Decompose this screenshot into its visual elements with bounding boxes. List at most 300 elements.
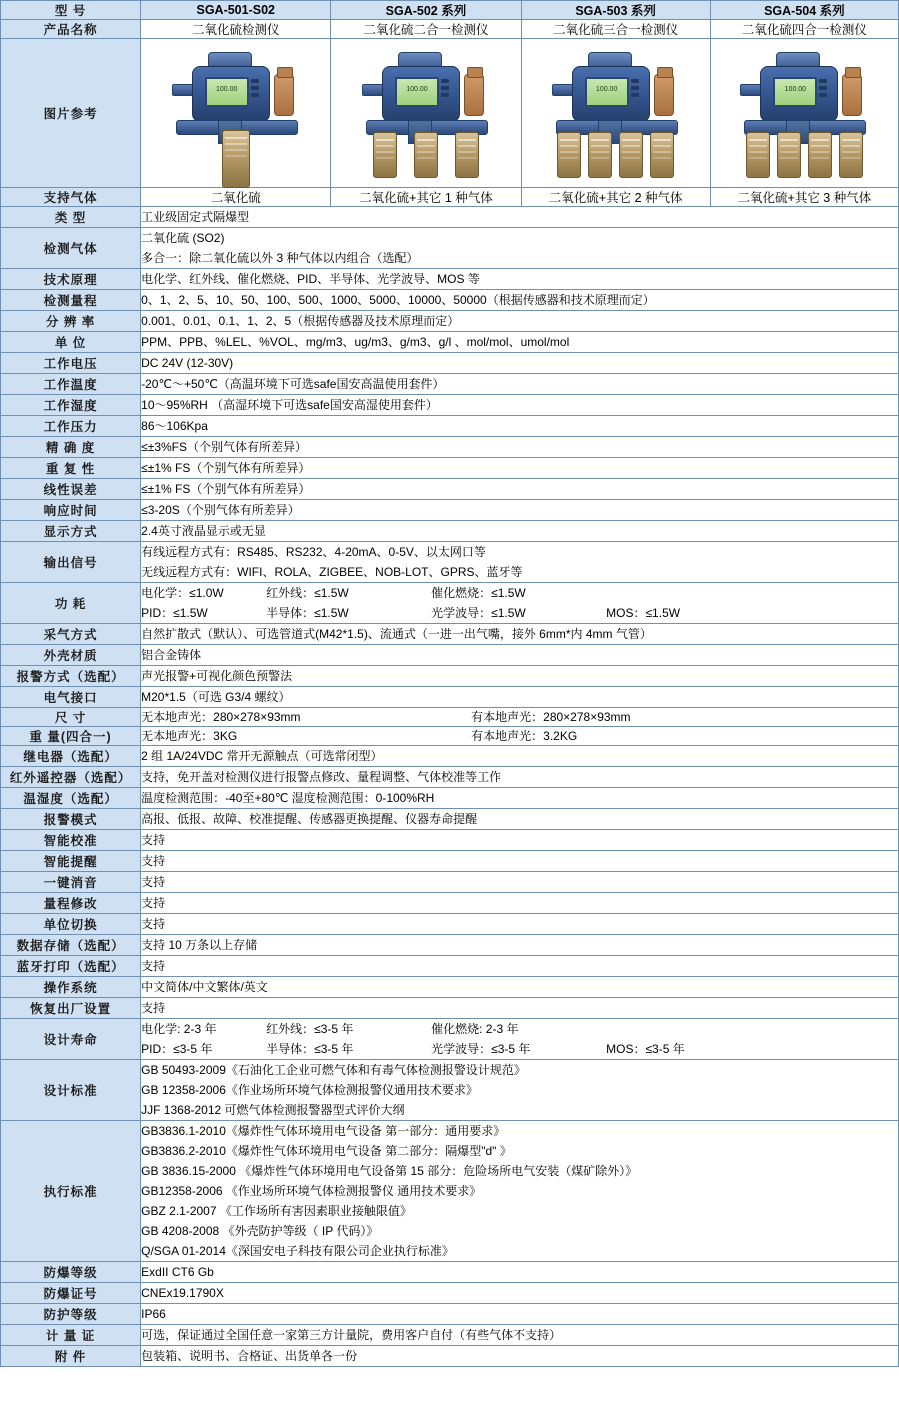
row-label: 附 件 xyxy=(1,1346,141,1367)
value-line: 2 组 1A/24VDC 常开无源触点（可选常闭型） xyxy=(141,749,383,763)
row-value xyxy=(141,479,898,499)
row-label: 线性误差 xyxy=(1,479,141,500)
row-value-cell xyxy=(141,479,899,500)
table-row xyxy=(1,666,899,687)
value-line: M20*1.5（可选 G3/4 螺纹） xyxy=(141,690,291,704)
value-line: GB 3836.15-2000 《爆炸性气体环境用电气设备第 15 部分：危险场所电气安装（煤矿除外）》 xyxy=(141,1164,638,1178)
sensor-probe xyxy=(839,132,863,178)
product-image-2 xyxy=(331,39,521,188)
table-row-model xyxy=(1,1,899,20)
support-gas-3: 二氧化硫+其它 2 种气体 xyxy=(521,188,710,207)
row-label: 工作温度 xyxy=(1,374,141,395)
device-alarm-horn xyxy=(274,74,294,116)
value-line: ≤±1% FS（个别气体有所差异） xyxy=(141,461,311,475)
row-value xyxy=(141,1346,898,1366)
row-label: 执行标准 xyxy=(1,1121,141,1262)
device-display-value: 100.00 xyxy=(595,86,618,93)
value-cell: 半导体：≤3-5 年 xyxy=(266,1042,354,1056)
row-value xyxy=(141,727,898,745)
value-line xyxy=(141,583,898,603)
value-line: -20℃～+50℃（高温环境下可选safe国安高温使用套件） xyxy=(141,377,445,391)
row-value xyxy=(141,521,898,541)
support-gas-4: 二氧化硫+其它 3 种气体 xyxy=(710,188,898,207)
value-line: 0、1、2、5、10、50、100、500、1000、5000、10000、50000（根据传感器和技术原理而定） xyxy=(141,293,655,307)
value-line: 0.001、0.01、0.1、1、2、5（根据传感器及技术原理而定） xyxy=(141,314,460,328)
row-value-cell xyxy=(141,727,899,746)
row-label: 数据存储（选配） xyxy=(1,935,141,956)
value-cell: 有本地声光：280×278×93mm xyxy=(471,710,631,724)
row-label: 输出信号 xyxy=(1,542,141,583)
row-value xyxy=(141,207,898,227)
value-cell: 催化燃烧：≤1.5W xyxy=(431,586,526,600)
device-display-icon xyxy=(585,77,629,107)
row-value xyxy=(141,269,898,289)
table-row xyxy=(1,207,899,228)
value-line: Q/SGA 01-2014《深国安电子科技有限公司企业执行标准》 xyxy=(141,1244,454,1258)
row-value-cell xyxy=(141,767,899,788)
device-alarm-horn xyxy=(842,74,862,116)
value-line: 支持 xyxy=(141,854,166,868)
row-value-cell xyxy=(141,353,899,374)
device-illustration xyxy=(346,44,506,182)
row-label: 显示方式 xyxy=(1,521,141,542)
row-label: 工作电压 xyxy=(1,353,141,374)
row-label: 单位切换 xyxy=(1,914,141,935)
row-value-cell xyxy=(141,542,899,583)
value-cell: 红外线：≤1.5W xyxy=(266,586,349,600)
row-value-cell xyxy=(141,1304,899,1325)
row-value xyxy=(141,977,898,997)
device-illustration xyxy=(724,44,884,182)
row-label: 操作系统 xyxy=(1,977,141,998)
row-label: 尺 寸 xyxy=(1,708,141,727)
device-display-value: 100.00 xyxy=(784,86,807,93)
value-cell: 红外线：≤3-5 年 xyxy=(266,1022,354,1036)
row-label: 工作湿度 xyxy=(1,395,141,416)
table-row xyxy=(1,395,899,416)
row-label: 温湿度（选配） xyxy=(1,788,141,809)
device-buttons xyxy=(819,79,831,100)
row-value-cell xyxy=(141,207,899,228)
table-row xyxy=(1,1283,899,1304)
row-value-cell xyxy=(141,521,899,542)
table-row xyxy=(1,851,899,872)
product-image-4 xyxy=(710,39,898,188)
product-image-1 xyxy=(141,39,331,188)
row-value-cell xyxy=(141,395,899,416)
table-row xyxy=(1,1325,899,1346)
value-line: 支持 xyxy=(141,896,166,910)
row-label: 支持气体 xyxy=(1,188,141,207)
row-value xyxy=(141,1121,898,1261)
row-label: 报警模式 xyxy=(1,809,141,830)
row-value xyxy=(141,1325,898,1345)
table-row xyxy=(1,290,899,311)
row-value-cell xyxy=(141,583,899,624)
row-label: 红外遥控器（选配） xyxy=(1,767,141,788)
model-header-4: SGA-504 系列 xyxy=(710,1,898,20)
table-row xyxy=(1,830,899,851)
row-value-cell xyxy=(141,437,899,458)
row-value xyxy=(141,624,898,644)
row-value xyxy=(141,416,898,436)
value-cell: 光学波导：≤1.5W xyxy=(431,606,526,620)
row-value xyxy=(141,645,898,665)
row-value-cell xyxy=(141,956,899,977)
row-value xyxy=(141,1019,898,1059)
table-row xyxy=(1,645,899,666)
row-value-cell xyxy=(141,1283,899,1304)
device-buttons xyxy=(441,79,453,100)
product-name-3: 二氧化硫三合一检测仪 xyxy=(521,20,710,39)
row-label: 防爆等级 xyxy=(1,1262,141,1283)
product-name-2: 二氧化硫二合一检测仪 xyxy=(331,20,521,39)
value-line: 支持 xyxy=(141,917,166,931)
value-cell: PID：≤3-5 年 xyxy=(141,1042,213,1056)
table-row xyxy=(1,479,899,500)
table-row xyxy=(1,500,899,521)
device-display-value: 100.00 xyxy=(216,86,238,93)
value-cell: 光学波导：≤3-5 年 xyxy=(431,1042,531,1056)
device-display-value: 100.00 xyxy=(406,86,428,93)
table-row xyxy=(1,872,899,893)
row-label: 分 辨 率 xyxy=(1,311,141,332)
value-line: 10～95%RH （高湿环境下可选safe国安高湿使用套件） xyxy=(141,398,438,412)
sensor-group xyxy=(554,132,678,178)
row-value-cell xyxy=(141,666,899,687)
value-line: GBZ 2.1-2007 《工作场所有害因素职业接触限值》 xyxy=(141,1204,412,1218)
table-row xyxy=(1,788,899,809)
row-label: 电气接口 xyxy=(1,687,141,708)
value-line: GB 50493-2009《石油化工企业可燃气体和有毒气体检测报警设计规范》 xyxy=(141,1063,526,1077)
row-value xyxy=(141,332,898,352)
value-cell: 有本地声光：3.2KG xyxy=(471,729,578,743)
sensor-group xyxy=(174,130,298,188)
row-label: 一键消音 xyxy=(1,872,141,893)
row-value-cell xyxy=(141,228,899,269)
row-value xyxy=(141,1304,898,1324)
device-buttons xyxy=(251,79,263,100)
row-value xyxy=(141,311,898,331)
row-value xyxy=(141,583,898,623)
model-header-3: SGA-503 系列 xyxy=(521,1,710,20)
sensor-group xyxy=(364,132,488,178)
row-value xyxy=(141,830,898,850)
row-value xyxy=(141,542,898,582)
value-line: 高报、低报、故障、校准提醒、传感器更换提醒、仪器寿命提醒 xyxy=(141,812,478,826)
table-row xyxy=(1,727,899,746)
value-line: 86～106Kpa xyxy=(141,419,208,433)
row-value xyxy=(141,437,898,457)
value-line xyxy=(141,1019,898,1039)
value-cell: MOS：≤3-5 年 xyxy=(606,1042,685,1056)
row-label: 功 耗 xyxy=(1,583,141,624)
row-value xyxy=(141,1283,898,1303)
value-line: 支持 xyxy=(141,1001,166,1015)
value-line: 电化学、红外线、催化燃烧、PID、半导体、光学波导、MOS 等 xyxy=(141,272,480,286)
row-value-cell xyxy=(141,1019,899,1060)
table-row xyxy=(1,583,899,624)
value-cell: 电化学：≤1.0W xyxy=(141,586,224,600)
sensor-probe xyxy=(414,132,438,178)
table-row xyxy=(1,977,899,998)
table-row xyxy=(1,809,899,830)
value-line: GB12358-2006 《作业场所环境气体检测报警仪 通用技术要求》 xyxy=(141,1184,482,1198)
row-value xyxy=(141,228,898,268)
value-line: 无线远程方式有：WIFI、ROLA、ZIGBEE、NOB-LOT、GPRS、蓝牙等 xyxy=(141,565,523,579)
row-value xyxy=(141,914,898,934)
row-value xyxy=(141,998,898,1018)
table-row xyxy=(1,228,899,269)
row-label: 蓝牙打印（选配） xyxy=(1,956,141,977)
row-value xyxy=(141,687,898,707)
row-label: 型 号 xyxy=(1,1,141,20)
table-row xyxy=(1,458,899,479)
row-value xyxy=(141,374,898,394)
row-label: 重 量(四合一) xyxy=(1,727,141,746)
device-display-icon xyxy=(205,77,249,107)
table-row xyxy=(1,332,899,353)
value-line: DC 24V (12-30V) xyxy=(141,356,234,370)
value-line: 自然扩散式（默认）、可选管道式(M42*1.5)、流通式（一进一出气嘴，接外 6mm*内 4mm 气管） xyxy=(141,627,652,641)
device-body xyxy=(382,66,460,122)
row-value xyxy=(141,872,898,892)
row-label: 设计标准 xyxy=(1,1060,141,1121)
sensor-probe xyxy=(808,132,832,178)
value-line: ≤3-20S（个别气体有所差异） xyxy=(141,503,300,517)
value-line: 可选，保证通过全国任意一家第三方计量院，费用客户自付（有些气体不支持） xyxy=(141,1328,562,1342)
value-line: 温度检测范围：-40至+80℃ 湿度检测范围：0-100%RH xyxy=(141,791,435,805)
table-row xyxy=(1,746,899,767)
table-row xyxy=(1,1019,899,1060)
value-line: GB 12358-2006《作业场所环境气体检测报警仪通用技术要求》 xyxy=(141,1083,478,1097)
row-value-cell xyxy=(141,1060,899,1121)
row-value xyxy=(141,788,898,808)
row-value xyxy=(141,935,898,955)
device-body xyxy=(760,66,838,122)
table-row xyxy=(1,687,899,708)
table-row xyxy=(1,708,899,727)
table-row xyxy=(1,935,899,956)
row-value-cell xyxy=(141,1121,899,1262)
value-line: 多合一：除二氧化硫以外 3 种气体以内组合（选配） xyxy=(141,251,419,265)
table-body xyxy=(1,1,899,1367)
table-row xyxy=(1,521,899,542)
row-label: 检测量程 xyxy=(1,290,141,311)
value-cell: 无本地声光：280×278×93mm xyxy=(141,710,301,724)
value-line: ≤±3%FS（个别气体有所差异） xyxy=(141,440,307,454)
row-value xyxy=(141,290,898,310)
value-line: GB 4208-2008 《外壳防护等级（ IP 代码）》 xyxy=(141,1224,379,1238)
row-label: 设计寿命 xyxy=(1,1019,141,1060)
row-value-cell xyxy=(141,830,899,851)
device-buttons xyxy=(631,79,643,100)
sensor-probe xyxy=(588,132,612,178)
table-row xyxy=(1,1304,899,1325)
sensor-probe xyxy=(222,130,250,188)
product-name-1: 二氧化硫检测仪 xyxy=(141,20,331,39)
row-value xyxy=(141,851,898,871)
row-label: 恢复出厂设置 xyxy=(1,998,141,1019)
row-label: 外壳材质 xyxy=(1,645,141,666)
table-row xyxy=(1,767,899,788)
device-body xyxy=(192,66,270,122)
row-label: 产品名称 xyxy=(1,20,141,39)
value-cell: 催化燃烧: 2-3 年 xyxy=(431,1022,519,1036)
row-value-cell xyxy=(141,645,899,666)
support-gas-2: 二氧化硫+其它 1 种气体 xyxy=(331,188,521,207)
table-row xyxy=(1,374,899,395)
row-value-cell xyxy=(141,851,899,872)
value-cell: 电化学: 2-3 年 xyxy=(141,1022,217,1036)
row-label: 类 型 xyxy=(1,207,141,228)
row-value-cell xyxy=(141,687,899,708)
device-illustration xyxy=(156,44,316,182)
row-label: 单 位 xyxy=(1,332,141,353)
row-value-cell xyxy=(141,935,899,956)
row-label: 继电器（选配） xyxy=(1,746,141,767)
row-value-cell xyxy=(141,788,899,809)
sensor-probe xyxy=(455,132,479,178)
value-cell: 半导体：≤1.5W xyxy=(266,606,349,620)
row-value xyxy=(141,767,898,787)
row-value xyxy=(141,1060,898,1120)
table-row-product-name xyxy=(1,20,899,39)
row-value-cell xyxy=(141,1325,899,1346)
sensor-probe xyxy=(557,132,581,178)
table-row xyxy=(1,416,899,437)
row-value-cell xyxy=(141,290,899,311)
row-label: 响应时间 xyxy=(1,500,141,521)
row-value xyxy=(141,809,898,829)
value-line: 二氧化硫 (SO2) xyxy=(141,231,225,245)
value-line: 包装箱、说明书、合格证、出货单各一份 xyxy=(141,1349,358,1363)
row-value-cell xyxy=(141,624,899,645)
row-label: 采气方式 xyxy=(1,624,141,645)
value-line: JJF 1368-2012 可燃气体检测报警器型式评价大纲 xyxy=(141,1103,405,1117)
table-row xyxy=(1,624,899,645)
value-cell: PID：≤1.5W xyxy=(141,606,208,620)
value-line: 支持 xyxy=(141,833,166,847)
table-row xyxy=(1,353,899,374)
value-line: GB3836.2-2010《爆炸性气体环境用电气设备 第二部分：隔爆型"d" 》 xyxy=(141,1144,512,1158)
row-value-cell xyxy=(141,809,899,830)
device-body xyxy=(572,66,650,122)
table-row xyxy=(1,437,899,458)
product-image-3 xyxy=(521,39,710,188)
table-row xyxy=(1,1346,899,1367)
row-value-cell xyxy=(141,416,899,437)
table-row xyxy=(1,269,899,290)
row-value-cell xyxy=(141,893,899,914)
table-row xyxy=(1,1060,899,1121)
table-row-image-reference xyxy=(1,39,899,188)
row-value-cell xyxy=(141,332,899,353)
support-gas-1: 二氧化硫 xyxy=(141,188,331,207)
row-label: 防护等级 xyxy=(1,1304,141,1325)
row-value xyxy=(141,395,898,415)
value-line: 支持 xyxy=(141,959,166,973)
value-line: ≤±1% FS（个别气体有所差异） xyxy=(141,482,311,496)
value-line xyxy=(141,603,898,623)
device-illustration xyxy=(536,44,696,182)
value-line: 2.4英寸液晶显示或无显 xyxy=(141,524,266,538)
row-label: 智能提醒 xyxy=(1,851,141,872)
row-value xyxy=(141,500,898,520)
table-row xyxy=(1,893,899,914)
row-label: 智能校准 xyxy=(1,830,141,851)
row-value-cell xyxy=(141,458,899,479)
device-display-icon xyxy=(773,77,817,107)
row-label: 图片参考 xyxy=(1,39,141,188)
sensor-probe xyxy=(777,132,801,178)
device-display-icon xyxy=(395,77,439,107)
value-line: ExdII CT6 Gb xyxy=(141,1265,214,1279)
row-value-cell xyxy=(141,1346,899,1367)
row-label: 重 复 性 xyxy=(1,458,141,479)
value-line: IP66 xyxy=(141,1307,166,1321)
value-line: 铝合金铸体 xyxy=(141,648,202,662)
value-line: 支持 10 万条以上存储 xyxy=(141,938,258,952)
value-cell: MOS：≤1.5W xyxy=(606,606,681,620)
value-line: 有线远程方式有：RS485、RS232、4-20mA、0-5V、以太网口等 xyxy=(141,545,486,559)
value-line: 支持，免开盖对检测仪进行报警点修改、量程调整、气体校准等工作 xyxy=(141,770,502,784)
value-line: 中文简体/中文繁体/英文 xyxy=(141,980,268,994)
value-line: PPM、PPB、%LEL、%VOL、mg/m3、ug/m3、g/m3、g/l 、mol/mol、umol/mol xyxy=(141,335,570,349)
row-value xyxy=(141,708,898,726)
row-value-cell xyxy=(141,374,899,395)
row-value-cell xyxy=(141,269,899,290)
row-value-cell xyxy=(141,998,899,1019)
product-name-4: 二氧化硫四合一检测仪 xyxy=(710,20,898,39)
row-label: 工作压力 xyxy=(1,416,141,437)
model-header-2: SGA-502 系列 xyxy=(331,1,521,20)
row-value xyxy=(141,956,898,976)
row-value-cell xyxy=(141,746,899,767)
row-label: 报警方式（选配） xyxy=(1,666,141,687)
row-value-cell xyxy=(141,977,899,998)
value-line: CNEx19.1790X xyxy=(141,1286,224,1300)
row-label: 量程修改 xyxy=(1,893,141,914)
row-label: 检测气体 xyxy=(1,228,141,269)
row-value xyxy=(141,458,898,478)
value-line: 声光报警+可视化颜色预警法 xyxy=(141,669,293,683)
device-alarm-horn xyxy=(654,74,674,116)
model-header-1: SGA-501-S02 xyxy=(141,1,331,20)
value-line: GB3836.1-2010《爆炸性气体环境用电气设备 第一部分：通用要求》 xyxy=(141,1124,506,1138)
table-row xyxy=(1,1121,899,1262)
row-value-cell xyxy=(141,872,899,893)
value-cell: 无本地声光：3KG xyxy=(141,729,238,743)
row-label: 防爆证号 xyxy=(1,1283,141,1304)
value-line xyxy=(141,1039,898,1059)
device-alarm-horn xyxy=(464,74,484,116)
table-row xyxy=(1,914,899,935)
row-value-cell xyxy=(141,500,899,521)
value-line: 支持 xyxy=(141,875,166,889)
row-label: 技术原理 xyxy=(1,269,141,290)
table-row xyxy=(1,956,899,977)
table-row-support-gas xyxy=(1,188,899,207)
row-value xyxy=(141,1262,898,1282)
table-row xyxy=(1,311,899,332)
sensor-group xyxy=(742,132,866,178)
table-row xyxy=(1,1262,899,1283)
row-label: 计 量 证 xyxy=(1,1325,141,1346)
table-row xyxy=(1,542,899,583)
row-value-cell xyxy=(141,311,899,332)
sensor-probe xyxy=(650,132,674,178)
